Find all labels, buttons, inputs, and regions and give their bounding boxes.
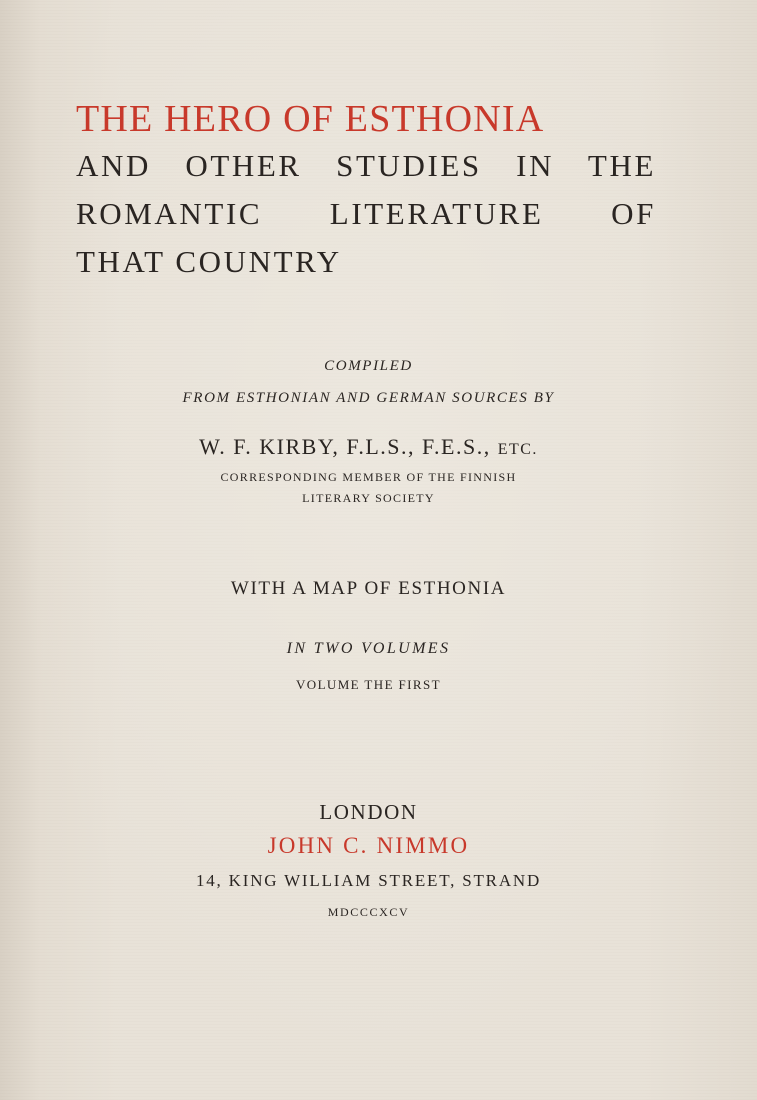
compiled-label: COMPILED xyxy=(324,358,413,374)
title-block xyxy=(76,96,656,286)
author-line xyxy=(0,434,737,460)
imprint-address: 14, KING WILLIAM STREET, STRAND xyxy=(195,871,542,890)
imprint-city: LONDON xyxy=(319,800,418,824)
affiliation-line-2: LITERARY SOCIETY xyxy=(302,491,435,505)
affiliation-line-1: CORRESPONDING MEMBER OF THE FINNISH xyxy=(220,470,517,484)
author-name: W. F. KIRBY, F.L.S., F.E.S., xyxy=(199,434,491,459)
imprint-publisher: JOHN C. NIMMO xyxy=(267,833,470,858)
imprint-year: MDCCCXCV xyxy=(327,905,410,919)
subtitle-line-2: ROMANTIC LITERATURE OF xyxy=(76,196,656,231)
sources-line: FROM ESTHONIAN AND GERMAN SOURCES BY xyxy=(182,390,555,406)
author-suffix: ETC. xyxy=(497,441,538,458)
main-title: THE HERO OF ESTHONIA xyxy=(76,98,545,140)
map-note: WITH A MAP OF ESTHONIA xyxy=(230,578,507,599)
volumes-count: IN TWO VOLUMES xyxy=(286,640,451,657)
subtitle-line-1: AND OTHER STUDIES IN THE xyxy=(76,148,656,183)
subtitle-line-3: THAT COUNTRY xyxy=(76,244,342,279)
volume-current: VOLUME THE FIRST xyxy=(296,677,441,692)
